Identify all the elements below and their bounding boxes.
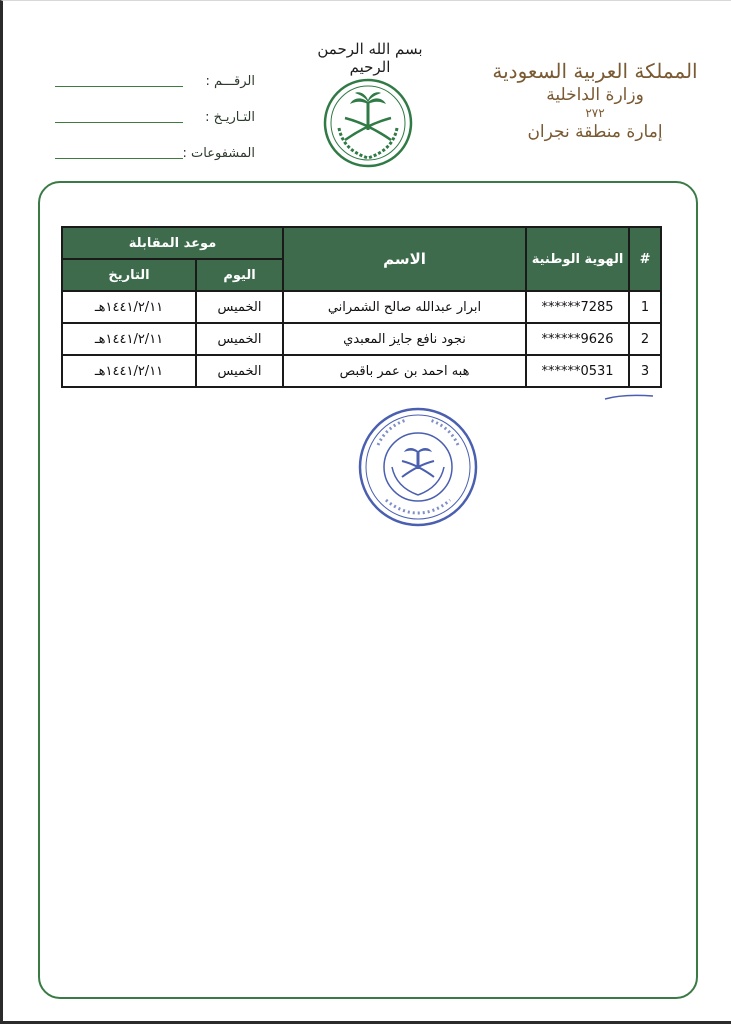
reference-number-label: الرقـــم : <box>205 74 255 89</box>
row-national-id: ******7285 <box>526 291 629 323</box>
ministry-name: وزارة الداخلية <box>546 85 644 105</box>
row-index: 2 <box>629 323 661 355</box>
attachments-line <box>55 158 183 159</box>
kingdom-name: المملكة العربية السعودية <box>492 59 698 83</box>
row-index: 3 <box>629 355 661 387</box>
header-date: التاريخ <box>62 259 196 291</box>
attachments-label: المشفوعات : <box>182 146 255 161</box>
header-name: الاسم <box>283 227 526 291</box>
row-day: الخميس <box>196 355 283 387</box>
emirate-name: إمارة منطقة نجران <box>527 122 663 142</box>
signature-stroke-icon <box>603 393 655 401</box>
table-row <box>62 323 661 355</box>
saudi-emblem-icon <box>323 78 413 168</box>
header-appointment: موعد المقابلة <box>62 227 283 259</box>
row-date: ١٤٤١/٢/١١هـ <box>62 355 196 387</box>
reference-number-field <box>55 74 255 94</box>
date-label: التـاريـخ : <box>205 110 255 125</box>
row-name: هبه احمد بن عمر باقبص <box>283 355 526 387</box>
ministry-code: ٢٧٢ <box>585 106 605 120</box>
date-field <box>55 110 255 130</box>
date-line <box>55 122 183 123</box>
header-day: اليوم <box>196 259 283 291</box>
row-date: ١٤٤١/٢/١١هـ <box>62 323 196 355</box>
table-row <box>62 291 661 323</box>
row-day: الخميس <box>196 323 283 355</box>
interview-schedule-table <box>61 226 662 388</box>
row-national-id: ******0531 <box>526 355 629 387</box>
row-national-id: ******9626 <box>526 323 629 355</box>
kingdom-letterhead <box>490 58 700 144</box>
row-date: ١٤٤١/٢/١١هـ <box>62 291 196 323</box>
row-index: 1 <box>629 291 661 323</box>
official-stamp-icon <box>356 405 480 529</box>
header-national-id: الهوية الوطنية <box>526 227 629 291</box>
row-name: ابرار عبدالله صالح الشمراني <box>283 291 526 323</box>
attachments-field <box>55 146 255 166</box>
row-day: الخميس <box>196 291 283 323</box>
row-name: نجود نافع جايز المعبدي <box>283 323 526 355</box>
basmala: بسم الله الرحمن الرحيم <box>317 40 423 76</box>
header-index: # <box>629 227 661 291</box>
reference-number-line <box>55 86 183 87</box>
table-row <box>62 355 661 387</box>
